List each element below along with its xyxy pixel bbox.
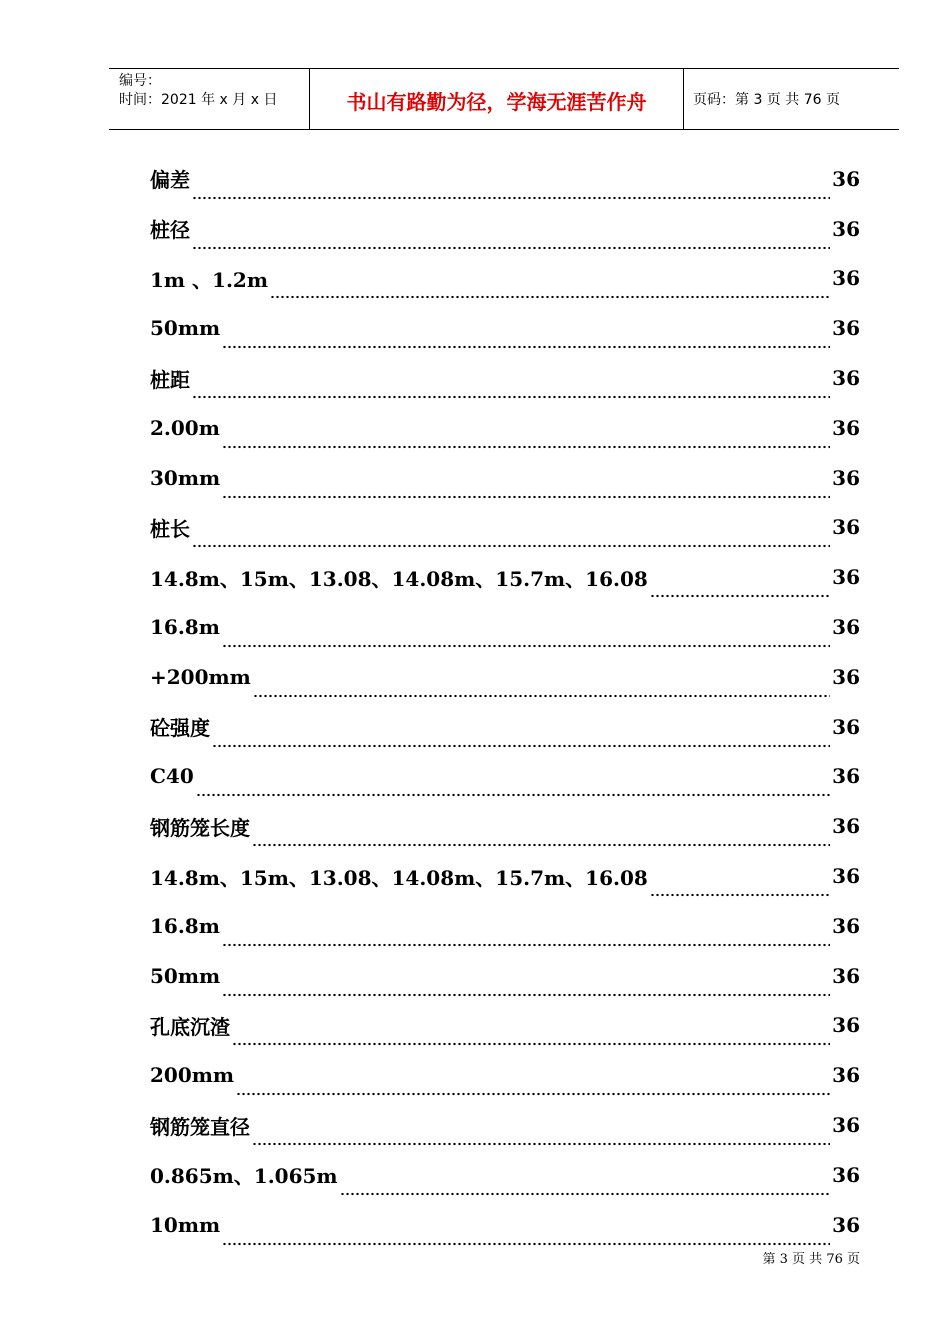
toc-entry-page-number: 36 (832, 864, 860, 889)
toc-dot-leader (222, 1220, 830, 1250)
toc-entry-page-number: 36 (832, 1212, 860, 1237)
toc-entry-page-number: 36 (832, 764, 860, 789)
toc-dot-leader (192, 373, 830, 403)
toc-entry[interactable] (150, 702, 860, 752)
toc-entry-page-number: 36 (832, 415, 860, 440)
toc-entry-label: 2.00m (150, 415, 220, 440)
toc-entry-label: 10mm (150, 1212, 221, 1237)
toc-entry-page-number: 36 (832, 814, 860, 839)
page-footer: 第 3 页 共 76 页 (762, 1252, 860, 1267)
toc-dot-leader (270, 273, 830, 303)
toc-entry[interactable] (150, 254, 860, 304)
toc-entry-label: 桩长 (150, 516, 190, 541)
toc-entry-label: 桩径 (150, 218, 190, 243)
toc-dot-leader (192, 174, 830, 204)
toc-entry-label: +200mm (150, 664, 251, 689)
header-page-info: 页码：第 3 页 共 76 页 (693, 92, 840, 108)
toc-entry-page-number: 36 (832, 963, 860, 988)
toc-dot-leader (192, 522, 830, 552)
toc-entry-page-number: 36 (832, 664, 860, 689)
toc-entry-label: 30mm (150, 465, 221, 490)
toc-entry-label: 50mm (150, 316, 221, 341)
toc-entry[interactable] (150, 353, 860, 403)
toc-entry-label: 偏差 (150, 168, 190, 193)
toc-entry-page-number: 36 (832, 714, 860, 739)
toc-entry-label: 砼强度 (150, 716, 210, 741)
toc-dot-leader (222, 622, 830, 652)
toc-dot-leader (222, 473, 830, 503)
toc-entry-page-number: 36 (832, 216, 860, 241)
toc-dot-leader (253, 672, 830, 702)
toc-dot-leader (222, 971, 830, 1001)
toc-dot-leader (340, 1170, 831, 1200)
toc-entry-label: 50mm (150, 963, 221, 988)
toc-dot-leader (192, 224, 830, 254)
toc-entry[interactable] (150, 1150, 860, 1200)
toc-entry-label: 16.8m (150, 913, 220, 938)
toc-entry[interactable] (150, 801, 860, 851)
toc-entry-label: 桩距 (150, 367, 190, 392)
toc-dot-leader (252, 821, 830, 851)
toc-dot-leader (222, 323, 830, 353)
toc-entry-page-number: 36 (832, 166, 860, 191)
toc-entry[interactable] (150, 602, 860, 652)
toc-entry-label: 14.8m、15m、13.08、14.08m、15.7m、16.08 (150, 566, 648, 591)
toc-entry[interactable] (150, 552, 860, 602)
toc-entry[interactable] (150, 652, 860, 702)
toc-dot-leader (222, 423, 830, 453)
toc-entry[interactable] (150, 503, 860, 553)
toc-entry-page-number: 36 (832, 565, 860, 590)
date-label: 时间：2021 年 x 月 x 日 (119, 92, 278, 108)
toc-entry-label: 200mm (150, 1063, 235, 1088)
toc-entry-label: 14.8m、15m、13.08、14.08m、15.7m、16.08 (150, 865, 648, 890)
toc-entry-page-number: 36 (832, 615, 860, 640)
toc-entry-page-number: 36 (832, 1063, 860, 1088)
toc-entry[interactable] (150, 1200, 860, 1250)
toc-entry-page-number: 36 (832, 1113, 860, 1138)
toc-entry-label: 16.8m (150, 615, 220, 640)
toc-entry[interactable] (150, 154, 860, 204)
toc-entry-page-number: 36 (832, 913, 860, 938)
toc-entry[interactable] (150, 403, 860, 453)
toc-entry-label: 钢筋笼直径 (150, 1114, 250, 1139)
toc-entry[interactable] (150, 453, 860, 503)
page-header (109, 68, 899, 130)
toc-entry-label: C40 (150, 764, 194, 789)
toc-entry[interactable] (150, 204, 860, 254)
toc-entry-label: 0.865m、1.065m (150, 1164, 338, 1189)
toc-entry[interactable] (150, 901, 860, 951)
header-meta (109, 69, 310, 129)
toc-entry-page-number: 36 (832, 465, 860, 490)
toc-entry-page-number: 36 (832, 316, 860, 341)
toc-dot-leader (252, 1120, 830, 1150)
toc-entry-label: 1m 、1.2m (150, 267, 268, 292)
toc-dot-leader (222, 921, 830, 951)
serial-number-label: 编号： (119, 73, 161, 89)
toc-entry-label: 钢筋笼长度 (150, 815, 250, 840)
toc-entry-page-number: 36 (832, 366, 860, 391)
toc-dot-leader (236, 1070, 830, 1100)
toc-entry[interactable] (150, 1001, 860, 1051)
toc-entry[interactable] (150, 851, 860, 901)
toc-entry-page-number: 36 (832, 1013, 860, 1038)
toc-entry-page-number: 36 (832, 1162, 860, 1187)
toc-entry[interactable] (150, 1050, 860, 1100)
toc-entry[interactable] (150, 951, 860, 1001)
toc-dot-leader (650, 871, 830, 901)
toc-dot-leader (196, 771, 830, 801)
toc-entry[interactable] (150, 303, 860, 353)
toc-entry-label: 孔底沉渣 (150, 1014, 230, 1039)
toc-dot-leader (212, 722, 830, 752)
header-motto: 书山有路勤为径，学海无涯苦作舟 (310, 69, 684, 129)
toc-entry-page-number: 36 (832, 515, 860, 540)
toc-dot-leader (650, 572, 830, 602)
toc-entry[interactable] (150, 1100, 860, 1150)
toc-entry-page-number: 36 (832, 266, 860, 291)
toc-dot-leader (232, 1020, 830, 1050)
toc-entry[interactable] (150, 752, 860, 802)
table-of-contents (150, 154, 860, 1250)
